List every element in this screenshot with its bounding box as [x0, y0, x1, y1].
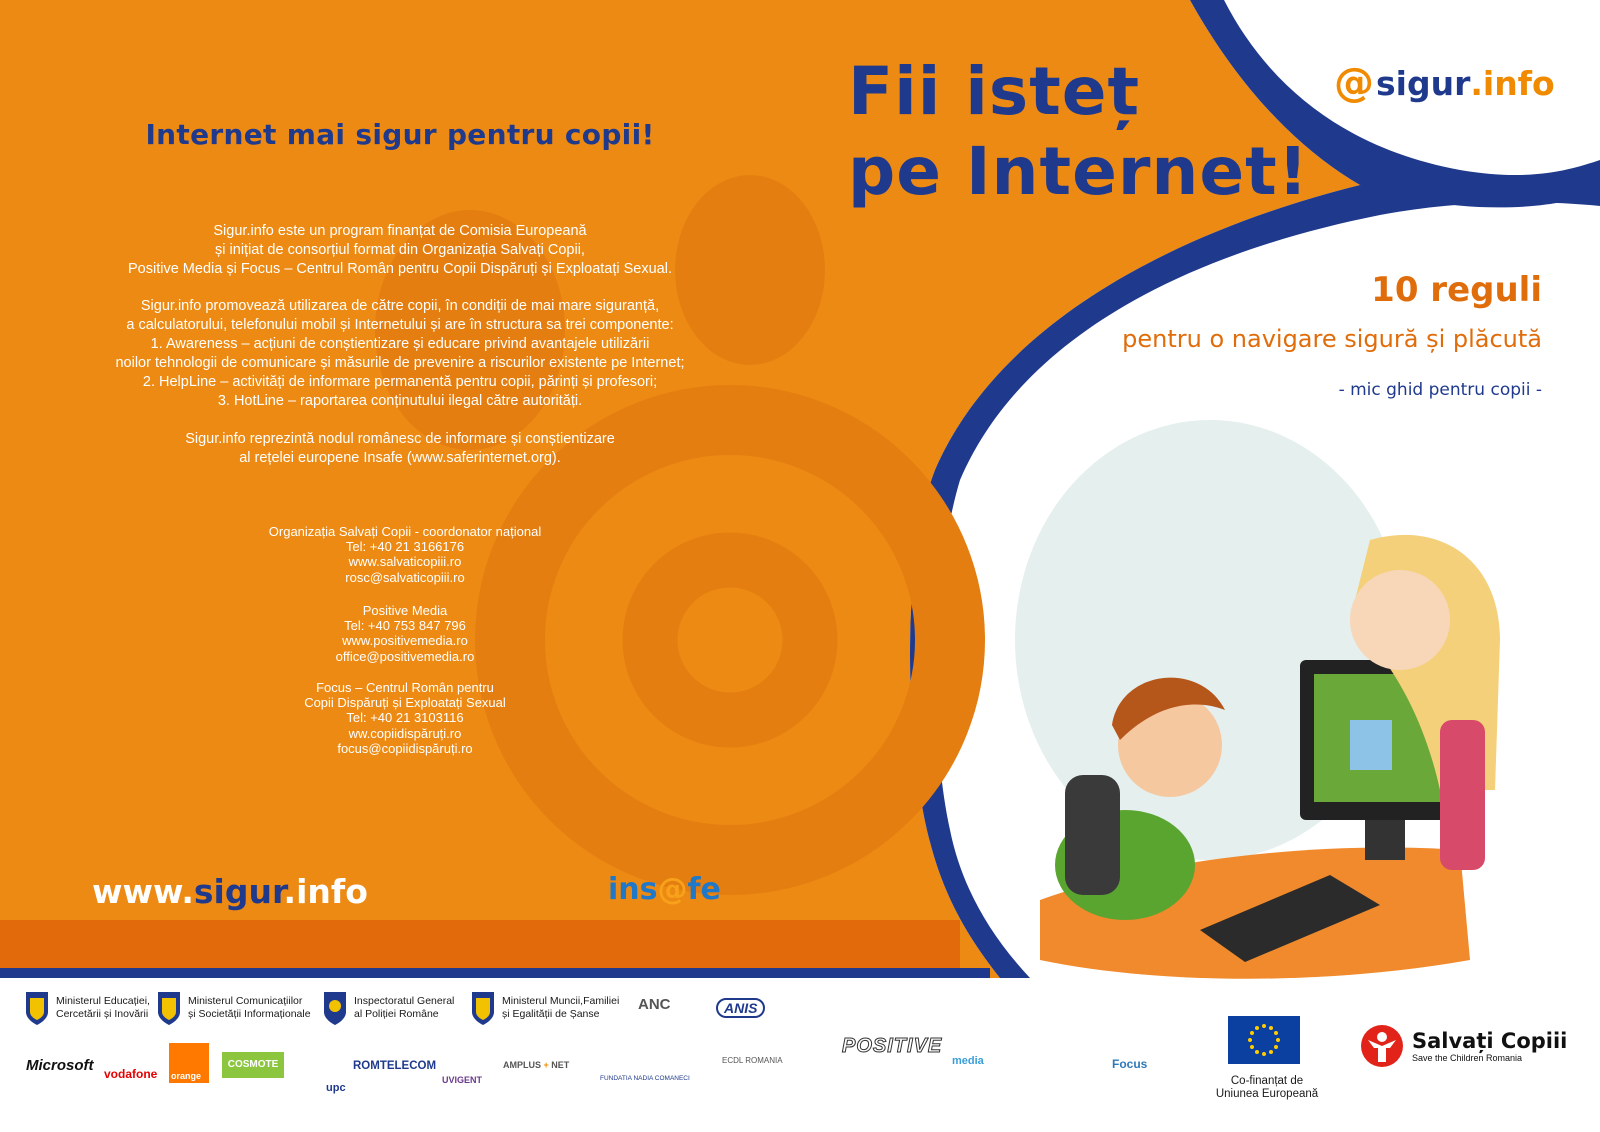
romania-crest-icon	[24, 990, 50, 1026]
contact-line: rosc@salvaticopiii.ro	[345, 569, 465, 585]
amplus-text: AMPLUS	[503, 1060, 541, 1070]
contact-line: Tel: +40 753 847 796	[344, 618, 466, 634]
rules-title: 10 reguli	[1371, 270, 1542, 310]
contact-line: Positive Media	[362, 603, 448, 618]
components-line: a calculatorului, telefonului mobil și Internetului și are în structura sa trei componente:	[126, 317, 674, 333]
insafe-at: @	[657, 872, 688, 907]
ministry-labour	[470, 990, 619, 1026]
sigur-info-logo	[1334, 60, 1555, 106]
police-inspectorate	[322, 990, 454, 1026]
network-line: Sigur.info reprezintă nodul românesc de informare și conștientizare	[185, 431, 615, 447]
ministry-line: Ministerul Educației,	[56, 995, 150, 1007]
cover-title-line1: Fii isteț	[848, 53, 1141, 130]
insafe-pre: ins	[608, 872, 658, 907]
romania-crest-icon	[470, 990, 496, 1026]
network-paragraph	[60, 430, 740, 468]
components-paragraph	[60, 297, 740, 411]
orange-logo: orange	[169, 1043, 209, 1083]
network-line: al rețelei europene Insafe (www.saferinternet.org).	[239, 450, 561, 466]
contact-line: ww.copiidispăruți.ro	[348, 725, 462, 741]
logo-tld: .info	[1470, 63, 1555, 103]
cover-title	[848, 52, 1309, 212]
ministry-line: Ministerul Comunicațiilor	[188, 995, 303, 1007]
focus-logo: Focus	[1112, 1057, 1148, 1071]
components-line: noilor tehnologii de comunicare și măsurile de prevenire a riscurilor existente pe Internet;	[115, 355, 685, 371]
ministry-line: Cercetării și Inovării	[56, 1008, 149, 1020]
save-the-children-logo	[1360, 1024, 1567, 1068]
contact-salvati-copii	[195, 524, 615, 585]
intro-line: Sigur.info este un program finanțat de Comisia Europeană	[213, 223, 587, 239]
save-name: Salvați Copiii	[1412, 1029, 1568, 1053]
components-line: 3. HotLine – raportarea conținutului ilegal către autorități.	[217, 393, 583, 409]
nadia-comaneci-logo: FUNDATIA NADIA COMANECI	[600, 1075, 690, 1082]
ministry-line: și Egalității de Șanse	[502, 1008, 600, 1020]
eu-flag-icon	[1228, 1016, 1300, 1064]
save-tagline: Save the Children Romania	[1412, 1053, 1523, 1063]
components-line: 1. Awareness – acțiuni de conștientizare și educare privind avantajele utilizării	[150, 336, 650, 352]
contact-line: www.positivemedia.ro	[342, 633, 468, 649]
logo-name: sigur	[1376, 63, 1471, 103]
positive-text: POSITIVE	[842, 1035, 943, 1057]
contact-line: Copii Dispăruți și Exploatați Sexual	[304, 695, 506, 711]
vodafone-logo: vodafone	[104, 1067, 158, 1081]
eu-caption	[1192, 1075, 1342, 1101]
uvigent-logo: UVIGENT	[442, 1075, 483, 1085]
ecdl-logo: ECDL ROMANIA	[722, 1056, 783, 1065]
back-cover-title: Internet mai sigur pentru copii!	[145, 118, 655, 151]
ministry-communications	[156, 990, 311, 1026]
microsoft-logo: Microsoft	[26, 1057, 94, 1074]
ministry-line: Ministerul Muncii,Familiei	[502, 995, 620, 1007]
save-the-children-icon	[1360, 1024, 1404, 1068]
ministry-line: Inspectoratul General	[354, 995, 455, 1007]
contact-line: Tel: +40 21 3103116	[346, 710, 464, 726]
contact-line: Tel: +40 21 3166176	[345, 539, 465, 555]
intro-line: și inițiat de consorțiul format din Organizația Salvați Copii,	[215, 242, 585, 258]
romtelecom-logo: ROMTELECOM	[353, 1060, 437, 1072]
eu-caption-line: Uniunea Europeană	[1215, 1088, 1319, 1100]
romania-crest-icon	[156, 990, 182, 1026]
contact-focus	[195, 680, 615, 756]
contact-positive-media	[195, 603, 615, 664]
cosmote-logo: COSMOTE	[222, 1052, 284, 1078]
insafe-logo	[608, 872, 721, 907]
intro-paragraph	[60, 222, 740, 279]
contact-line: www.salvaticopiii.ro	[348, 554, 462, 570]
website-mid: sigur	[193, 872, 284, 911]
contact-line: focus@copiidispăruți.ro	[337, 740, 473, 756]
ministry-line: și Societății Informaționale	[188, 1008, 311, 1020]
police-crest-icon	[322, 990, 348, 1026]
website-pre: www.	[92, 872, 194, 911]
positive-media-logo	[842, 1035, 942, 1058]
guide-label: - mic ghid pentru copii -	[1338, 380, 1542, 400]
logo-at: @	[1334, 60, 1374, 106]
cover-title-line2: pe Internet!	[848, 133, 1309, 210]
website-link[interactable]	[92, 872, 368, 911]
upc-logo: upc	[326, 1082, 346, 1094]
contact-line: Focus – Centrul Român pentru	[316, 680, 494, 695]
net-text: NET	[551, 1060, 570, 1070]
rules-subtitle: pentru o navigare sigură și plăcută	[1122, 325, 1542, 353]
components-line: Sigur.info promovează utilizarea de către copii, în condiții de mai mare siguranță,	[140, 298, 660, 314]
amplus-logo: AMPLUS + NET	[503, 1060, 570, 1070]
ministry-line: al Poliției Române	[354, 1008, 439, 1020]
ministry-education	[24, 990, 150, 1026]
contact-line: office@positivemedia.ro	[335, 648, 475, 664]
contact-line: Organizația Salvați Copii - coordonator național	[268, 524, 542, 539]
anis-logo: ANIS	[716, 998, 765, 1018]
intro-line: Positive Media și Focus – Centrul Român pentru Copii Dispăruți și Exploatați Sexual.	[128, 261, 672, 277]
components-line: 2. HelpLine – activități de informare permanentă pentru copii, părinți și profesori;	[142, 374, 658, 390]
positive-media-sub: media	[952, 1055, 984, 1067]
anc-logo: ANC	[638, 996, 671, 1013]
insafe-post: fe	[687, 872, 721, 907]
eu-caption-line: Co-finanțat de	[1230, 1075, 1304, 1087]
website-post: .info	[283, 872, 368, 911]
